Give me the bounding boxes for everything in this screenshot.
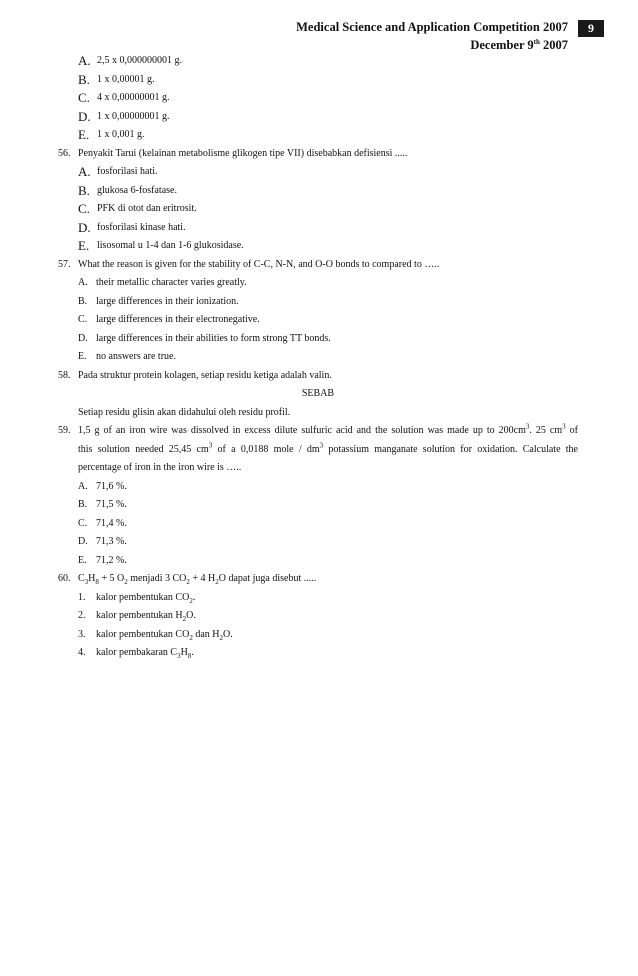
question-57: 57. What the reason is given for the stability of C-C, N-N, and O-O bonds to compared to ….. bbox=[58, 258, 440, 270]
option-row: D. large differences in their abilities to form strong TT bonds. bbox=[78, 332, 331, 344]
option-row: A. 71,6 %. bbox=[78, 480, 127, 492]
option-row: A. 2,5 x 0,000000001 g. bbox=[78, 53, 182, 68]
option-row: E. no answers are true. bbox=[78, 351, 176, 362]
question-58: 58. Pada struktur protein kolagen, setiap residu ketiga adalah valin. bbox=[58, 369, 332, 381]
option-row: C. 4 x 0,00000001 g. bbox=[78, 90, 170, 105]
option-row: E. 71,2 %. bbox=[78, 554, 127, 566]
option-row: 4. kalor pembakaran $C_3H_8$. bbox=[78, 647, 194, 660]
option-row: 2. kalor pembentukan $H_2O$. bbox=[78, 610, 196, 623]
option-row: A. their metallic character varies greatly. bbox=[78, 277, 247, 288]
option-row: E. lisosomal u 1-4 dan 1-6 glukosidase. bbox=[78, 238, 244, 253]
option-row: B. glukosa 6-fosfatase. bbox=[78, 182, 177, 198]
question-60: 60. $C_3H_8 + 5$ $O_2$ menjadi 3 $CO_2 + 4$ $H_2O$ dapat juga disebut ..... bbox=[58, 573, 317, 586]
header-title: Medical Science and Application Competition 2007 bbox=[296, 20, 568, 34]
question-59-cont: this solution needed 25,45 $cm^3$ of a 0,0188 mole / $dm^3$ potassium manganate solution for oxidation. Calculate the bbox=[78, 441, 578, 455]
reason-statement: Setiap residu glisin akan didahului oleh residu profil. bbox=[78, 406, 291, 418]
option-row: C. 71,4 %. bbox=[78, 517, 127, 529]
question-content bbox=[58, 52, 578, 663]
header-date: December 9th 2007 bbox=[470, 37, 568, 52]
question-59: 59. 1,5 g of an iron wire was dissolved in excess dilute sulfuric acid and the solution was made up to $200cm^3$. 25 $cm^3$ of bbox=[58, 422, 578, 436]
option-row: B. large differences in their ionization. bbox=[78, 295, 239, 307]
sebab-label: SEBAB bbox=[301, 388, 335, 399]
option-row: 1. kalor pembentukan $CO_2$. bbox=[78, 591, 196, 605]
option-row: B. 71,5 %. bbox=[78, 499, 127, 510]
option-row: E. 1 x 0,001 g. bbox=[78, 127, 145, 142]
option-row: D. 71,3 %. bbox=[78, 536, 127, 547]
option-row: A. fosforilasi hati. bbox=[78, 164, 158, 179]
option-row: D. fosforilasi kinase hati. bbox=[78, 219, 186, 235]
option-row: C. PFK di otot dan eritrosit. bbox=[78, 201, 197, 216]
page-number: 9 bbox=[578, 20, 604, 37]
page-header bbox=[296, 18, 568, 54]
option-row: D. 1 x 0,00000001 g. bbox=[78, 108, 170, 124]
option-row: C. large differences in their electronegative. bbox=[78, 314, 260, 325]
option-row: B. 1 x 0,00001 g. bbox=[78, 71, 155, 87]
question-56: 56. Penyakit Tarui (kelainan metabolisme glikogen tipe VII) disebabkan defisiensi ..... bbox=[58, 147, 408, 159]
question-59-cont: percentage of iron in the iron wire is ….. bbox=[78, 462, 242, 473]
option-row: 3. kalor pembentukan $CO_2$ dan $H_2O$. bbox=[78, 628, 233, 642]
